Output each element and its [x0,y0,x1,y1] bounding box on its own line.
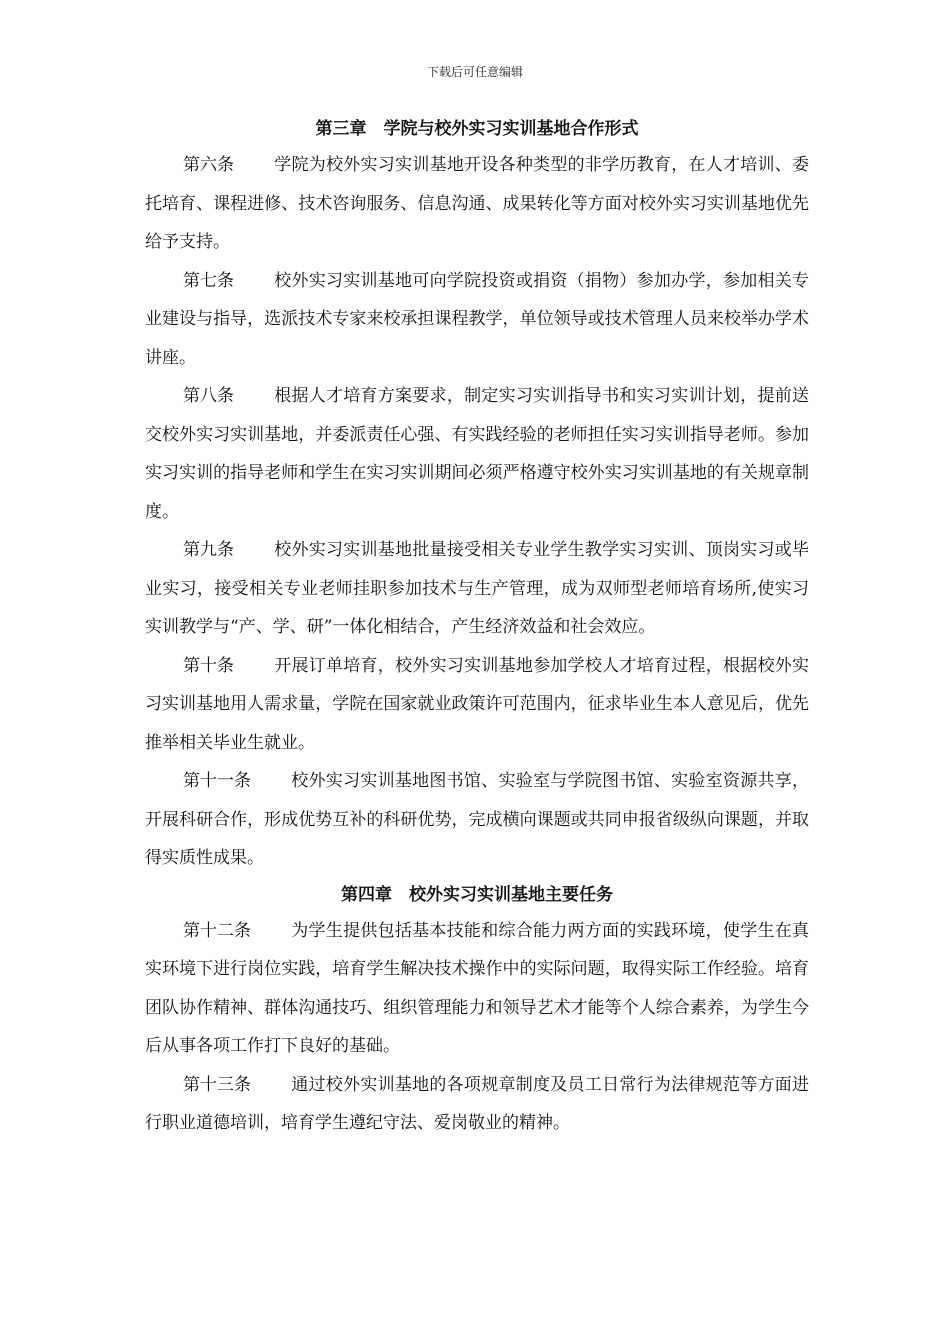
chapter-title: 第四章 校外实习实训基地主要任务 [341,884,613,905]
article-13 [145,1066,809,1143]
document-body [145,112,809,1143]
article-text: 学院为校外实习实训基地开设各种类型的非学历教育，在人才培训、委托培育、课程进修、技术咨询服务、信息沟通、成果转化等方面对校外实习实训基地优先给予支持。 [145,155,809,252]
article-number: 第八条 [183,386,234,406]
chapter-title: 第三章 学院与校外实习实训基地合作形式 [315,119,639,139]
article-text: 通过校外实训基地的各项规章制度及员工日常行为法律规范等方面进行职业道德培训，培育学生遵纪守法、爱岗敬业的精神。 [145,1074,809,1133]
article-number: 第十条 [183,655,234,676]
article-text: 根据人才培育方案要求，制定实习实训指导书和实习实训计划，提前送交校外实习实训基地，并委派责任心强、有实践经验的老师担任实习实训指导老师。参加实习实训的指导老师和学生在实习实训期间必须严格遵守校外实习实训基地的有关规章制度。 [145,386,809,522]
article-text: 校外实习实训基地可向学院投资或捐资（捐物）参加办学，参加相关专业建设与指导，选派技术专家来校承担课程教学，单位领导或技术管理人员来校举办学术讲座。 [145,270,809,368]
article-text: 校外实习实训基地图书馆、实验室与学院图书馆、实验室资源共享，开展科研合作，形成优势互补的科研优势，完成横向课题或共同申报省级纵向课题，并取得实质性成果。 [145,771,809,868]
article-number: 第六条 [183,155,234,175]
article-number: 第十二条 [183,920,251,941]
article-text: 开展订单培育，校外实习实训基地参加学校人才培育过程，根据校外实习实训基地用人需求量，学院在国家就业政策许可范围内，征求毕业生本人意见后，优先推举相关毕业生就业。 [145,655,809,753]
article-number: 第十一条 [183,771,251,791]
article-6 [145,146,809,262]
article-text: 为学生提供包括基本技能和综合能力两方面的实践环境，使学生在真实环境下进行岗位实践，培育学生解决技术操作中的实际问题，取得实际工作经验。培育团队协作精神、群体沟通技巧、组织管理能力和领导艺术才能等个人综合素养，为学生今后从事各项工作打下良好的基础。 [145,920,809,1056]
article-7 [145,262,809,378]
article-9 [145,531,809,647]
article-10 [145,647,809,763]
article-number: 第十三条 [183,1074,251,1095]
article-11 [145,762,809,878]
header-note: 下载后可任意编辑 [426,65,523,79]
article-number: 第七条 [183,270,234,291]
article-number: 第九条 [183,540,234,560]
article-text: 校外实习实训基地批量接受相关专业学生教学实习实训、顶岗实习或毕业实习，接受相关专业老师挂职参加技术与生产管理，成为双师型老师培育场所,使实习实训教学与“产、学、研”一体化相结合，产生经济效益和社会效应。 [145,540,809,637]
article-12 [145,912,809,1066]
article-8 [145,377,809,531]
